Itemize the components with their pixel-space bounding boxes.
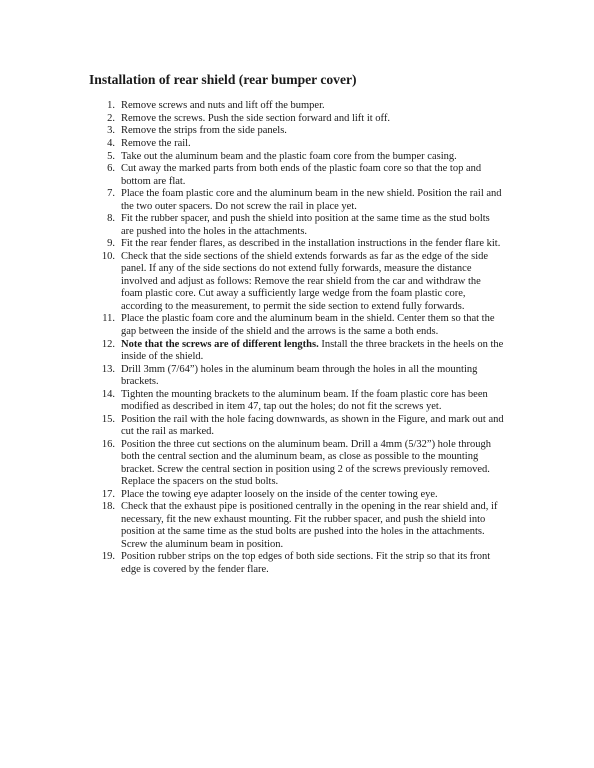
step-number: 19. <box>101 551 115 563</box>
list-item <box>0 113 504 125</box>
step-number: 2. <box>107 112 115 124</box>
list-item <box>0 151 504 163</box>
list-item <box>0 501 504 551</box>
step-text: Remove the rail. <box>121 137 191 149</box>
instruction-list <box>0 100 594 576</box>
step-text: Position the rail with the hole facing downwards, as shown in the Figure, and mark out and cut the rail as marked. <box>121 413 504 438</box>
step-number: 5. <box>107 150 115 162</box>
list-item <box>0 364 504 389</box>
step-text: Position the three cut sections on the aluminum beam. Drill a 4mm (5/32”) hole through both the central section and the aluminum beam, as close as possible to the mounting bracket. Screw the central section in position using 2 of the screws previously removed. Replace the spacers on the stud bolts. <box>121 438 492 488</box>
step-number: 15. <box>101 413 115 425</box>
list-item <box>0 414 504 439</box>
step-number: 3. <box>107 125 115 137</box>
step-text: Take out the aluminum beam and the plastic foam core from the bumper casing. <box>121 150 457 162</box>
list-item <box>0 439 504 489</box>
step-bold-note: Note that the screws are of different lengths. <box>121 338 319 350</box>
step-text: Drill 3mm (7/64”) holes in the aluminum beam through the holes in all the mounting brackets. <box>121 363 478 388</box>
list-item <box>0 213 504 238</box>
step-number: 6. <box>107 163 115 175</box>
step-number: 13. <box>101 363 115 375</box>
list-item <box>0 551 504 576</box>
step-text: Position rubber strips on the top edges of both side sections. Fit the strip so that its front edge is covered by the fender flare. <box>121 551 491 575</box>
step-text: Place the towing eye adapter loosely on the inside of the center towing eye. <box>121 488 438 500</box>
step-number: 14. <box>101 388 115 400</box>
step-text: Check that the side sections of the shield extends forwards as far as the edge of the side panel. If any of the side sections do not extend fully forwards, measure the distance involved and adjust as follows: Remove the rear shield from the car and withdraw the foam plastic core. Cut away a sufficiently large wedge from the foam plastic core, according to the measurement, to permit the side section to extend fully forwards. <box>121 250 489 312</box>
list-item <box>0 138 504 150</box>
step-text: Place the foam plastic core and the aluminum beam in the new shield. Position the rail and the two outer spacers. Do not screw the rail in place yet. <box>121 188 502 212</box>
step-number: 7. <box>107 188 115 200</box>
document-title: Installation of rear shield (rear bumper cover) <box>89 72 357 87</box>
step-text: Remove the screws. Push the side section forward and lift it off. <box>121 112 390 124</box>
list-item <box>0 188 504 213</box>
step-number: 10. <box>101 250 115 262</box>
step-number: 8. <box>107 213 115 225</box>
step-text: Check that the exhaust pipe is positioned centrally in the opening in the rear shield and, if necessary, fit the new exhaust mounting. Fit the rubber spacer, and push the shield into position at the same time as the stud bolts are pushed into the holes in the attachments. Screw the aluminum beam in position. <box>121 501 498 550</box>
step-text: Place the plastic foam core and the aluminum beam in the shield. Center them so that the gap between the inside of the shield and the arrows is the same a both ends. <box>121 313 495 337</box>
step-text: Remove the strips from the side panels. <box>121 125 287 137</box>
step-text: Fit the rubber spacer, and push the shield into position at the same time as the stud bolts are pushed into the holes in the attachments. <box>121 213 490 237</box>
step-text: Install the three brackets in the heels on the inside of the shield. <box>121 338 504 362</box>
step-text: Tighten the mounting brackets to the aluminum beam. If the foam plastic core has been modified as described in item 47, tap out the holes; do not fit the screws yet. <box>121 388 488 413</box>
list-item <box>0 125 504 137</box>
list-item <box>0 313 504 338</box>
step-number: 11. <box>102 313 115 325</box>
list-item <box>0 389 504 414</box>
step-number: 4. <box>107 137 115 149</box>
step-number: 17. <box>101 488 115 500</box>
step-text: Remove screws and nuts and lift off the bumper. <box>121 100 325 111</box>
list-item <box>0 100 504 112</box>
step-text: Cut away the marked parts from both ends of the plastic foam core so that the top and bottom are flat. <box>121 163 482 187</box>
step-text: Fit the rear fender flares, as described in the installation instructions in the fender flare kit. <box>121 238 501 250</box>
list-item <box>0 489 504 501</box>
step-number: 12. <box>101 338 115 350</box>
list-item <box>0 238 504 250</box>
step-number: 9. <box>107 238 115 250</box>
step-number: 1. <box>107 100 115 111</box>
step-number: 18. <box>101 501 115 513</box>
list-item <box>0 251 504 313</box>
step-number: 16. <box>101 438 115 450</box>
list-item <box>0 339 504 364</box>
list-item <box>0 163 504 188</box>
